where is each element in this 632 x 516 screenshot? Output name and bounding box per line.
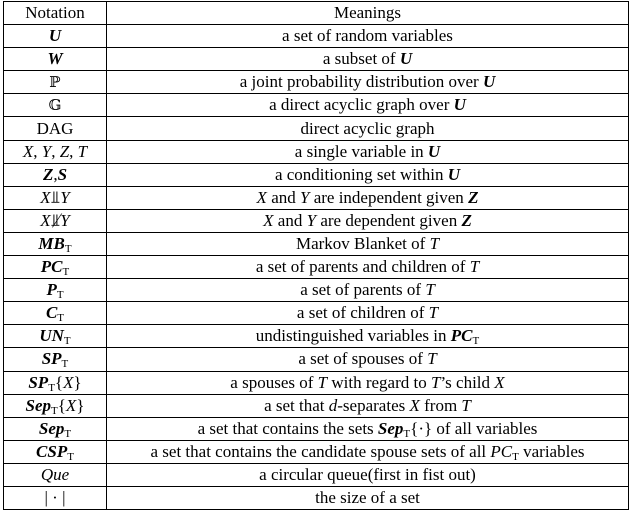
meaning-segment: a conditioning set within [274,164,448,184]
table-row [4,48,629,71]
notation-segment: CSP [36,441,68,461]
notation-cell [4,48,107,71]
meaning-segment: PC [450,326,473,346]
meaning-cell [107,440,629,463]
notation-cell [4,186,107,209]
meaning-segment: from [419,395,462,415]
meaning-segment: T [403,427,411,440]
notation-segment: T [63,335,71,348]
table-row [4,486,629,509]
meaning-segment: T [472,335,480,348]
table-row [4,325,629,348]
table-row [4,440,629,463]
notation-cell [4,232,107,255]
table-row [4,302,629,325]
notation-segment: X [40,187,51,207]
notation-segment: , [53,164,58,184]
table-row [4,94,629,117]
notation-cell [4,163,107,186]
meaning-segment: T [427,349,437,369]
table-body [4,25,629,510]
meaning-segment: the size of a set [315,488,420,508]
meaning-segment: a set of children of [296,303,429,323]
notation-segment: SP [28,372,49,392]
meaning-segment: T [429,233,440,253]
meaning-cell [107,279,629,302]
meaning-cell [107,117,629,140]
notation-segment: Que [40,464,70,484]
notation-segment: { [54,372,64,392]
meaning-segment: U [399,49,413,69]
notation-segment: T [48,381,55,394]
notation-cell [4,209,107,232]
meaning-segment: T [512,450,519,463]
meaning-segment: T [425,280,435,300]
meaning-cell [107,209,629,232]
notation-cell [4,71,107,94]
meaning-segment: with regard to [327,372,431,392]
notation-segment: T [56,289,64,302]
meaning-cell [107,140,629,163]
meaning-segment: U [482,72,496,92]
meaning-segment: U [427,141,441,161]
notation-segment: Y [41,141,52,161]
meaning-segment: a set that [264,395,329,415]
meaning-segment: and [266,187,300,207]
meaning-segment: T [430,372,441,392]
meaning-segment: T [461,395,471,415]
meaning-segment: a set of spouses of [298,349,428,369]
notation-segment: X [65,395,77,415]
table-row [4,163,629,186]
notation-segment: W [47,49,63,69]
notation-segment: T [62,266,70,279]
notation-cell [4,94,107,117]
notation-cell [4,394,107,417]
table-row [4,209,629,232]
notation-segment: DAG [36,118,74,138]
meaning-segment: T [317,372,328,392]
meaning-cell [107,348,629,371]
notation-segment: T [51,404,58,417]
notation-segment: PC [40,257,63,277]
meaning-segment: a single variable in [294,141,428,161]
meaning-segment: PC [490,441,513,461]
meaning-segment: a set of parents of [300,280,426,300]
meaning-segment: are independent given [309,187,469,207]
notation-segment: X [63,372,74,392]
notation-segment: T [77,141,88,161]
table-row [4,117,629,140]
meaning-cell [107,371,629,394]
meaning-segment: X [494,372,505,392]
meaning-segment: X [409,395,420,415]
meaning-segment: d [328,395,338,415]
meaning-segment: direct acyclic graph [300,118,435,138]
meaning-segment: a spouses of [230,372,318,392]
meaning-segment: Sep [377,418,404,438]
meaning-segment: T [469,257,480,277]
meaning-cell [107,394,629,417]
notation-cell [4,371,107,394]
meaning-segment: a set that contains the sets [197,418,378,438]
notation-cell [4,417,107,440]
notation-header: Notation [4,2,107,25]
meaning-cell [107,302,629,325]
notation-segment: C [45,303,58,323]
table-row [4,71,629,94]
notation-segment: , [51,141,60,161]
notation-segment: | · | [44,488,66,508]
table-row [4,232,629,255]
meaning-segment: Y [306,210,317,230]
meaning-segment: a direct acyclic graph over [269,95,454,115]
meaning-segment: -separates [337,395,410,415]
table-row [4,279,629,302]
table-row [4,394,629,417]
notation-segment: Y [60,210,70,230]
notation-segment: ⫫̸ [50,210,61,230]
notation-segment: T [57,312,65,325]
notation-segment: S [57,164,68,184]
table-row [4,25,629,48]
notation-segment: Z [42,164,54,184]
notation-segment: X [40,210,51,230]
meaning-segment: a joint probability distribution over [239,72,483,92]
notation-segment: T [67,450,74,463]
notation-segment: 𝔾 [48,96,62,115]
meaning-segment: a set of random variables [282,26,453,46]
notation-segment: Sep [38,418,65,438]
meaning-segment: Z [468,187,479,207]
notation-table [3,1,629,510]
notation-segment: MB [38,233,65,253]
meaning-cell [107,325,629,348]
notation-cell [4,348,107,371]
notation-cell [4,140,107,163]
meaning-segment: a subset of [322,49,400,69]
notation-cell [4,486,107,509]
notation-cell [4,440,107,463]
meaning-cell [107,48,629,71]
notation-segment: Y [60,187,70,207]
table-row [4,417,629,440]
meaning-segment: X [256,187,267,207]
meaning-segment: {·} [410,418,433,438]
meaning-segment: a circular queue(first in fist out) [259,464,476,484]
meaning-segment: ’s child [440,372,495,392]
meaning-segment: X [263,210,274,230]
meaning-cell [107,417,629,440]
notation-segment: T [64,242,72,255]
meaning-segment: of all variables [432,418,538,438]
notation-segment: ⫫ [50,187,61,207]
notation-segment: Sep [25,395,52,415]
notation-segment: P [46,280,57,300]
notation-cell [4,302,107,325]
table-row [4,463,629,486]
notation-segment: , [33,141,42,161]
notation-segment: } [76,395,85,415]
table-row [4,348,629,371]
meaning-segment: undistinguished variables in [255,326,451,346]
meaning-segment: T [428,303,439,323]
notation-segment: ℙ [49,73,61,92]
notation-cell [4,256,107,279]
meaning-segment: and [273,210,307,230]
notation-segment: T [61,358,69,371]
table-row [4,140,629,163]
meaning-cell [107,71,629,94]
table-row [4,256,629,279]
notation-cell [4,117,107,140]
notation-segment: X [22,141,34,161]
notation-segment: { [57,395,66,415]
meaning-segment: a set that contains the candidate spouse sets of all [150,441,491,461]
meaning-segment: Y [299,187,310,207]
meaning-segment: Z [461,210,472,230]
meaning-cell [107,163,629,186]
notation-segment: U [48,26,62,46]
meaning-cell [107,25,629,48]
notation-segment: } [73,372,82,392]
meaning-segment: U [453,95,466,115]
notation-segment: SP [41,349,62,369]
header-row [4,2,629,25]
notation-cell [4,463,107,486]
meaning-segment: are dependent given [316,210,462,230]
table-row [4,371,629,394]
notation-cell [4,325,107,348]
meaning-cell [107,186,629,209]
notation-segment: T [64,427,72,440]
notation-cell [4,25,107,48]
notation-segment: Z [59,141,70,161]
meaning-cell [107,486,629,509]
meaning-segment: Markov Blanket of [295,233,430,253]
meanings-header: Meanings [107,2,629,25]
meaning-cell [107,463,629,486]
notation-cell [4,279,107,302]
table-row [4,186,629,209]
notation-segment: UN [39,326,64,346]
meaning-cell [107,94,629,117]
meaning-cell [107,256,629,279]
meaning-segment: U [447,164,461,184]
notation-segment: , [69,141,78,161]
meaning-segment: a set of parents and children of [255,257,470,277]
meaning-cell [107,232,629,255]
meaning-segment: variables [518,441,585,461]
